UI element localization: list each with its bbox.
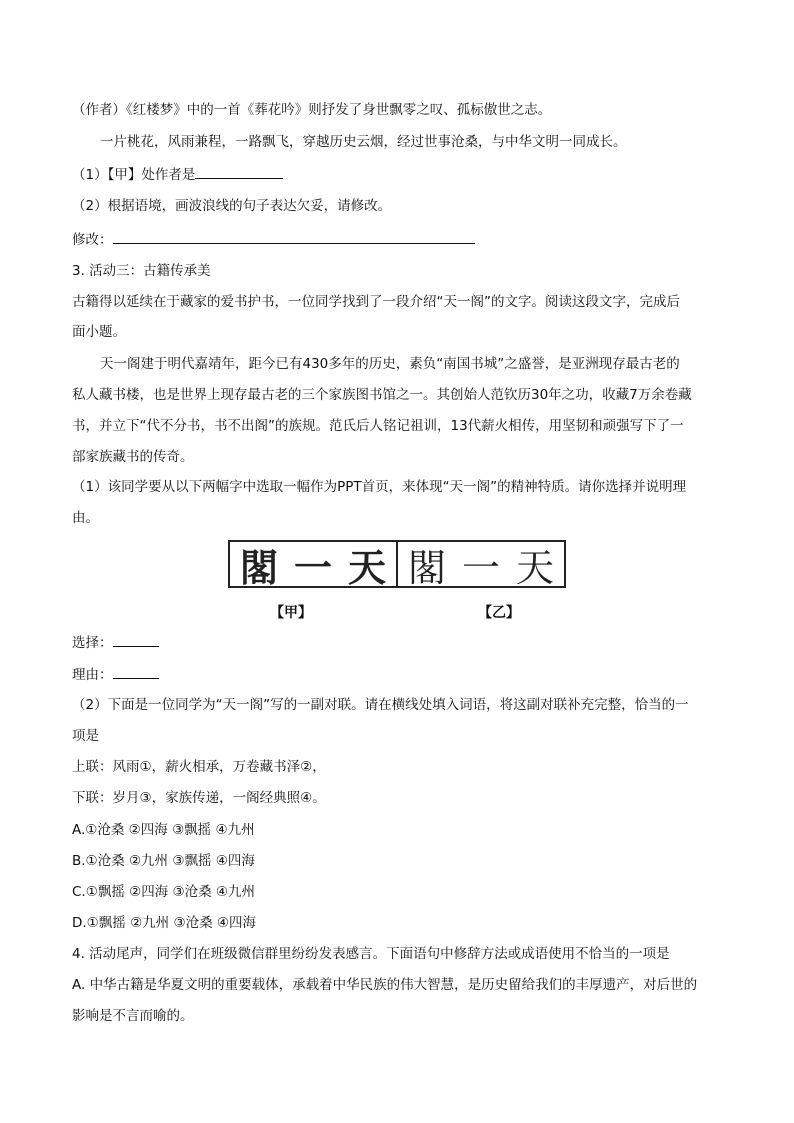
caption-jia: 【甲】: [270, 605, 312, 621]
answer-blank[interactable]: [195, 164, 283, 179]
calligraphy-yi-image: 閣 一 天: [396, 540, 566, 588]
caption-yi: 【乙】: [478, 605, 520, 621]
revision-line: [72, 229, 475, 250]
text-line: 面小题。: [72, 324, 126, 340]
option-d: D.①飘摇 ②九州 ③沧桑 ④四海: [72, 915, 256, 931]
choice-blank[interactable]: [113, 632, 159, 647]
text-line: （1）该同学要从以下两幅字中选取一幅作为PPT首页，来体现“天一阁”的精神特质。请你选择并说明理: [72, 479, 687, 495]
revision-label: 修改：: [72, 232, 113, 248]
text-line: 部家族藏书的传奇。: [72, 449, 194, 465]
section-heading: 3. 活动三：古籍传承美: [72, 263, 211, 279]
text-line: （2）根据语境，画波浪线的句子表达欠妥，请修改。: [72, 198, 392, 214]
text-line: 项是: [72, 728, 99, 744]
reason-line: 理由：: [72, 664, 159, 685]
couplet-upper: 上联：风雨①，薪火相承，万卷藏书泽②，: [72, 759, 326, 775]
text-line: 古籍得以延续在于藏家的爱书护书，一位同学找到了一段介绍“天一阁”的文字。阅读这段文字，完成后: [72, 294, 680, 310]
text-line: 书，并立下“代不分书，书不出阁”的族规。范氏后人铭记祖训，13代薪火相传，用坚韧和顽强写下了一: [72, 418, 684, 434]
text-line: 私人藏书楼，也是世界上现存最古老的三个家族图书馆之一。其创始人范钦历30年之功，收藏7万余卷藏: [72, 387, 692, 403]
calligraphy-jia-image: 閣 一 天: [228, 540, 398, 588]
text-line: 影响是不言而喻的。: [72, 1008, 194, 1024]
text-line: 由。: [72, 510, 99, 526]
text-line: （2）下面是一位同学为“天一阁”写的一副对联。请在横线处填入词语，将这副对联补充完整，恰当的一: [72, 697, 689, 713]
revision-blank[interactable]: [113, 229, 475, 244]
question-1-jia: [72, 164, 283, 185]
option-4a: A. 中华古籍是华夏文明的重要载体，承载着中华民族的伟大智慧，是历史留给我们的丰厚遗产，对后世的: [72, 977, 698, 993]
couplet-lower: 下联：岁月③，家族传递，一阁经典照④。: [72, 790, 326, 806]
question-text: （1）【甲】处作者是: [72, 167, 196, 183]
option-a: A.①沧桑 ②四海 ③飘摇 ④九州: [72, 822, 255, 838]
reason-blank[interactable]: [113, 664, 159, 679]
question-4: 4. 活动尾声，同学们在班级微信群里纷纷发表感言。下面语句中修辞方法或成语使用不恰当的一项是: [72, 946, 670, 962]
choice-line: 选择：: [72, 632, 159, 653]
text-line: 一片桃花，风雨兼程，一路飘飞，穿越历史云烟，经过世事沧桑，与中华文明一同成长。: [100, 134, 627, 150]
option-c: C.①飘摇 ②四海 ③沧桑 ④九州: [72, 884, 256, 900]
option-b: B.①沧桑 ②九州 ③飘摇 ④四海: [72, 853, 255, 869]
text-line: （作者）《红楼梦》中的一首《葬花吟》则抒发了身世飘零之叹、孤标傲世之志。: [72, 102, 552, 118]
text-line: 天一阁建于明代嘉靖年，距今已有430多年的历史，素负“南国书城”之盛誉，是亚洲现存最古老的: [100, 356, 680, 372]
